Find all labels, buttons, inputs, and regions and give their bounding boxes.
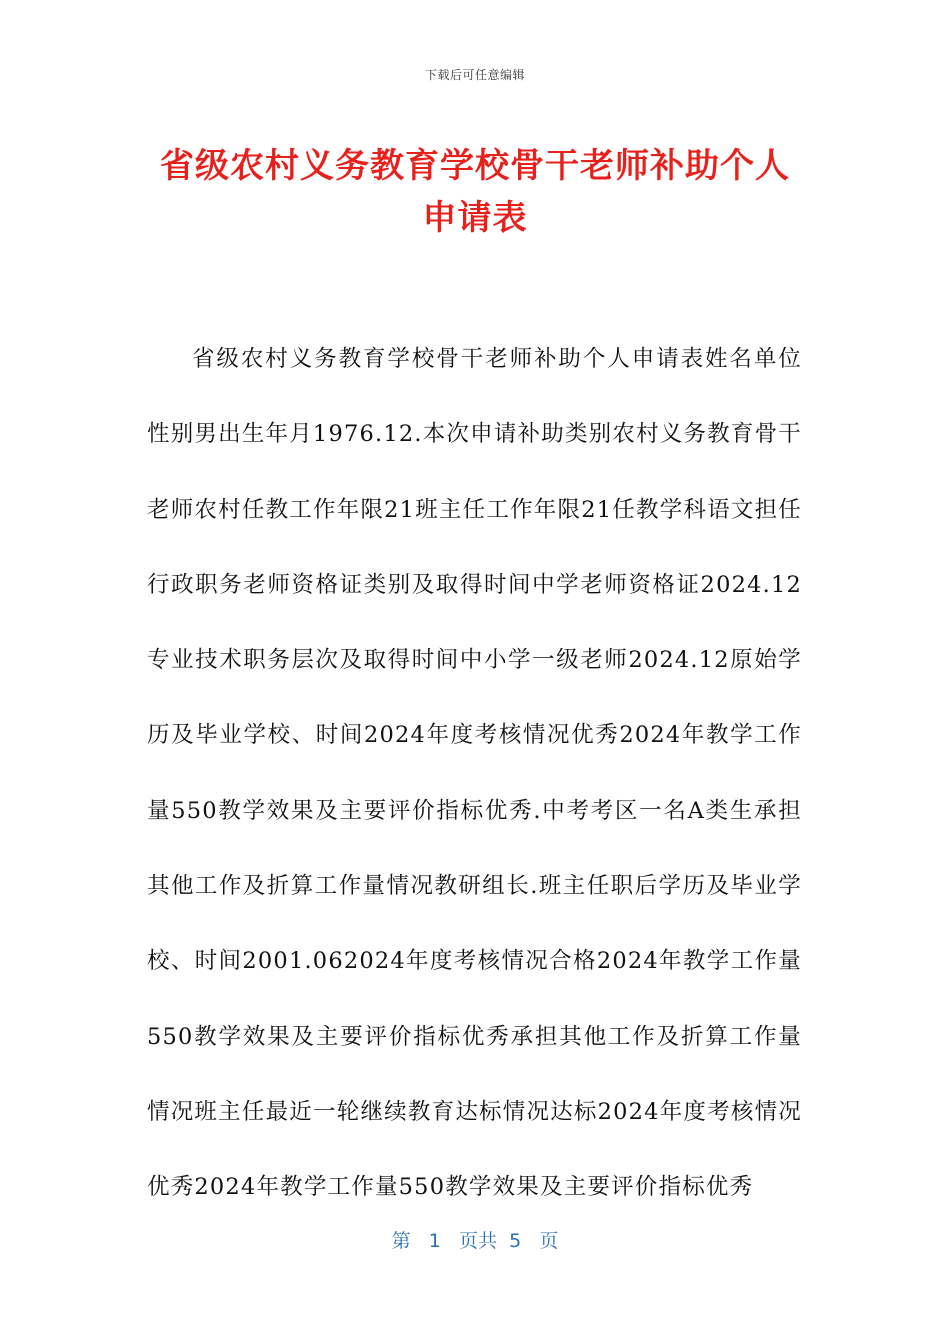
current-page-number: 1 — [428, 1230, 441, 1252]
document-body: 省级农村义务教育学校骨干老师补助个人申请表姓名单位性别男出生年月1976.12.本次申请补助类别农村义务教育骨干老师农村任教工作年限21班主任工作年限21任教学科语文担任行政职务老师资格证类别及取得时间中学老师资格证2024.12专业技术职务层次及取得时间中小学一级老师2024.12原始学历及毕业学校、时间2024年度考核情况优秀2024年教学工作量550教学效果及主要评价指标优秀.中考考区一名A类生承担其他工作及折算工作量情况教研组长.班主任职后学历及毕业学校、时间2001.062024年度考核情况合格2024年教学工作量550教学效果及主要评价指标优秀承担其他工作及折算工作量情况班主任最近一轮继续教育达标情况达标2024年度考核情况优秀2024年教学工作量550教学效果及主要评价指标优秀 — [147, 346, 802, 1201]
page-middle-text: 页共 — [459, 1230, 498, 1252]
page-prefix: 第 — [391, 1230, 411, 1252]
document-title: 省级农村义务教育学校骨干老师补助个人申请表 — [160, 146, 790, 238]
page-suffix: 页 — [539, 1230, 559, 1252]
total-pages-number: 5 — [509, 1230, 522, 1252]
page-number-footer — [0, 1226, 950, 1253]
header-note: 下载后可任意编辑 — [424, 68, 525, 82]
